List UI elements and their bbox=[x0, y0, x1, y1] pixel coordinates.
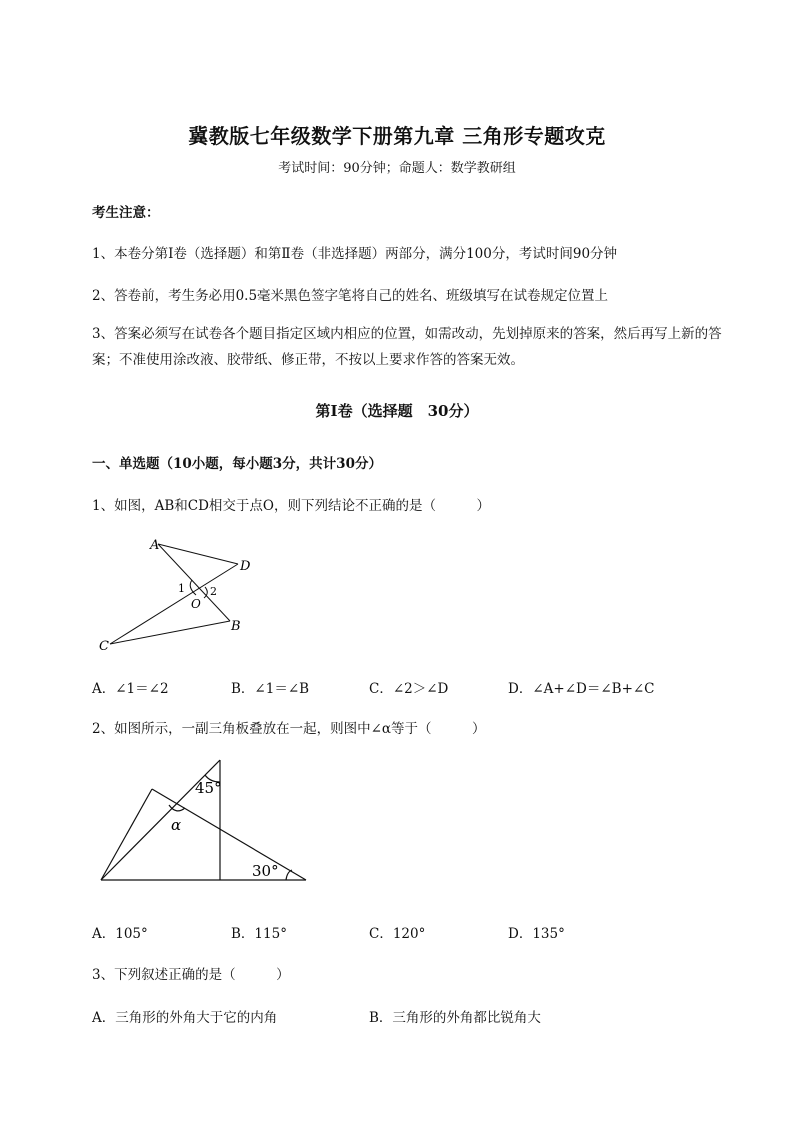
label-angle-1: 1 bbox=[178, 582, 185, 595]
label-O: O bbox=[191, 597, 201, 611]
notice-item-1: 1、本卷分第I卷（选择题）和第Ⅱ卷（非选择题）两部分，满分100分，考试时间90分钟 bbox=[92, 246, 618, 262]
question-3-stem: 3、下列叙述正确的是（ ） bbox=[92, 967, 290, 983]
page-title: 冀教版七年级数学下册第九章 三角形专题攻克 bbox=[188, 124, 606, 148]
notice-item-2: 2、答卷前，考生务必用0.5毫米黑色签字笔将自己的姓名、班级填写在试卷规定位置上 bbox=[92, 288, 609, 304]
q1-option-c: C．∠2＞∠D bbox=[369, 681, 449, 697]
q1-option-a: A．∠1＝∠2 bbox=[92, 681, 169, 697]
q2-option-a: A．105° bbox=[92, 926, 148, 942]
notice-heading: 考生注意： bbox=[92, 205, 160, 221]
segment-AD bbox=[158, 544, 238, 564]
label-30: 30° bbox=[252, 862, 279, 880]
label-alpha: α bbox=[171, 816, 182, 834]
part-title: 一、单选题（10小题，每小题3分，共计30分） bbox=[92, 456, 382, 472]
q1-option-b: B．∠1＝∠B bbox=[231, 681, 310, 697]
q3-option-a: A．三角形的外角大于它的内角 bbox=[92, 1010, 278, 1026]
notice-item-3: 3、答案必须写在试卷各个题目指定区域内相应的位置，如需改动，先划掉原来的答案，然后再写上新的答案；不准使用涂改液、胶带纸、修正带，不按以上要求作答的答案无效。 bbox=[92, 326, 722, 368]
hypotenuse-45 bbox=[101, 760, 220, 880]
label-angle-2: 2 bbox=[210, 585, 217, 598]
label-45: 45° bbox=[195, 779, 222, 797]
label-D: D bbox=[240, 559, 251, 574]
left-side-30 bbox=[101, 789, 152, 880]
q2-option-b: B．115° bbox=[231, 926, 287, 942]
section-title: 第I卷（选择题 30分） bbox=[315, 402, 479, 420]
question-1-figure bbox=[92, 532, 262, 657]
label-A: A bbox=[150, 538, 160, 553]
q2-option-c: C．120° bbox=[369, 926, 426, 942]
question-1-stem: 1、如图，AB和CD相交于点O，则下列结论不正确的是（ ） bbox=[92, 498, 490, 514]
label-C: C bbox=[99, 639, 109, 654]
hypotenuse-30 bbox=[152, 789, 306, 880]
q1-option-d: D．∠A+∠D＝∠B+∠C bbox=[508, 681, 655, 697]
angle-alpha-arc bbox=[169, 805, 185, 811]
label-B: B bbox=[231, 619, 241, 634]
q2-option-d: D．135° bbox=[508, 926, 565, 942]
exam-info: 考试时间：90分钟；命题人：数学教研组 bbox=[278, 161, 516, 176]
question-2-stem: 2、如图所示，一副三角板叠放在一起，则图中∠α等于（ ） bbox=[92, 721, 486, 737]
question-2-figure bbox=[92, 752, 317, 887]
q3-option-b: B．三角形的外角都比锐角大 bbox=[369, 1010, 541, 1026]
